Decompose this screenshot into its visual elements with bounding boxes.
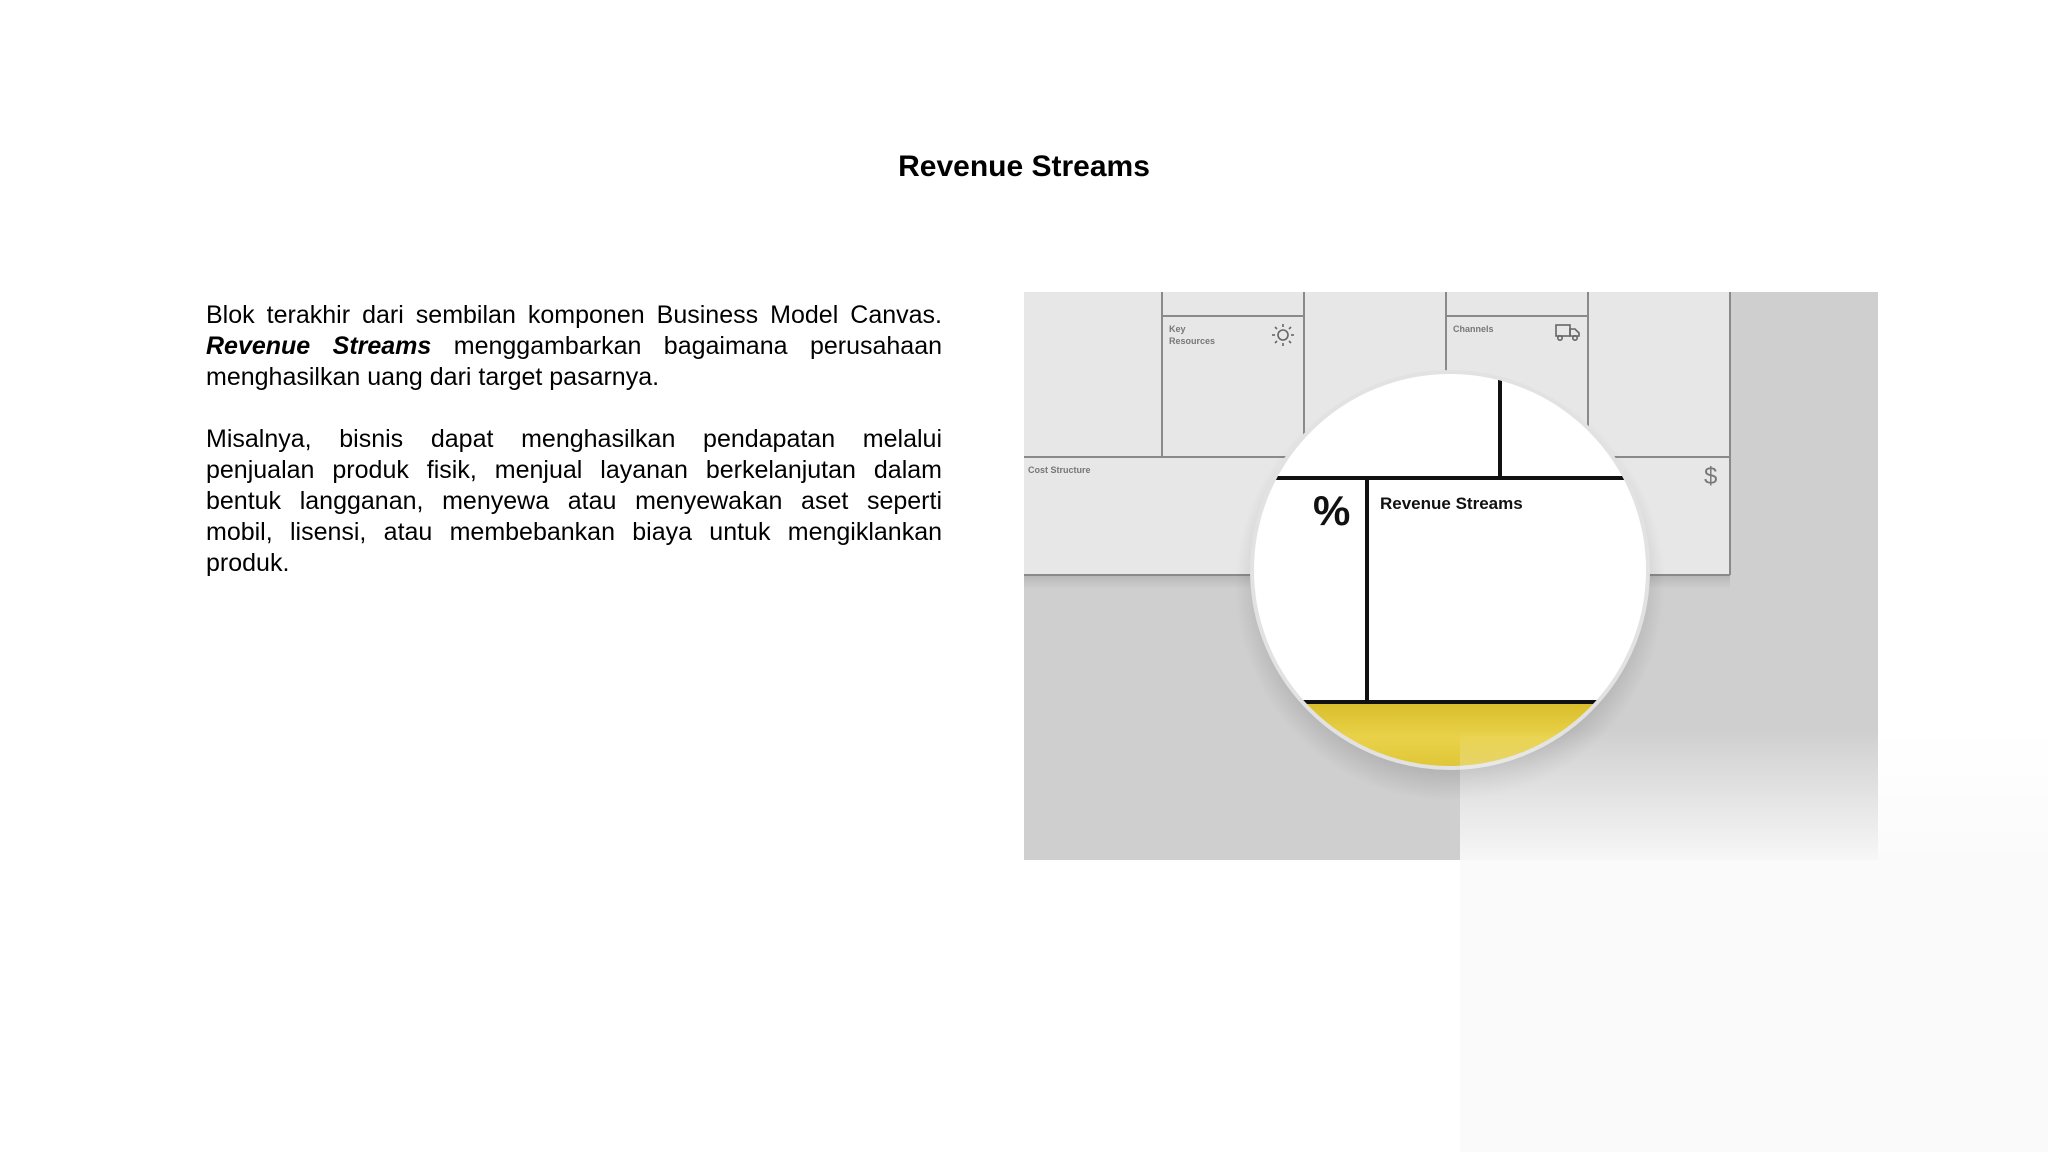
- paragraph-examples: Misalnya, bisnis dapat menghasilkan pendapatan melalui penjualan produk fisik, menjual layanan berkelanjutan dalam bentuk langganan, menyewa atau menyewakan aset seperti mobil, lisensi, atau membebankan biaya untuk mengiklankan produk.: [206, 425, 942, 577]
- zoom-label-revenue-streams: Revenue Streams: [1380, 494, 1523, 513]
- label-resources: Resources: [1169, 336, 1216, 346]
- body-text: [206, 300, 942, 610]
- term-revenue-streams: Revenue Streams: [206, 332, 432, 360]
- label-cost-structure: Cost Structure: [1028, 465, 1091, 475]
- dollar-icon: $: [1704, 463, 1718, 490]
- label-channels: Channels: [1453, 324, 1494, 334]
- label-key: Key: [1169, 324, 1186, 334]
- intro-sentence: Blok terakhir dari sembilan komponen Business Model Canvas.: [206, 301, 942, 329]
- percent-icon: %: [1313, 487, 1351, 534]
- slide-title: Revenue Streams: [898, 150, 1150, 183]
- paragraph-intro: [206, 300, 942, 393]
- background-fade: [1460, 730, 2048, 1152]
- intro-rest: menggambarkan bagaimana perusahaan menghasilkan uang dari target pasarnya.: [206, 332, 943, 391]
